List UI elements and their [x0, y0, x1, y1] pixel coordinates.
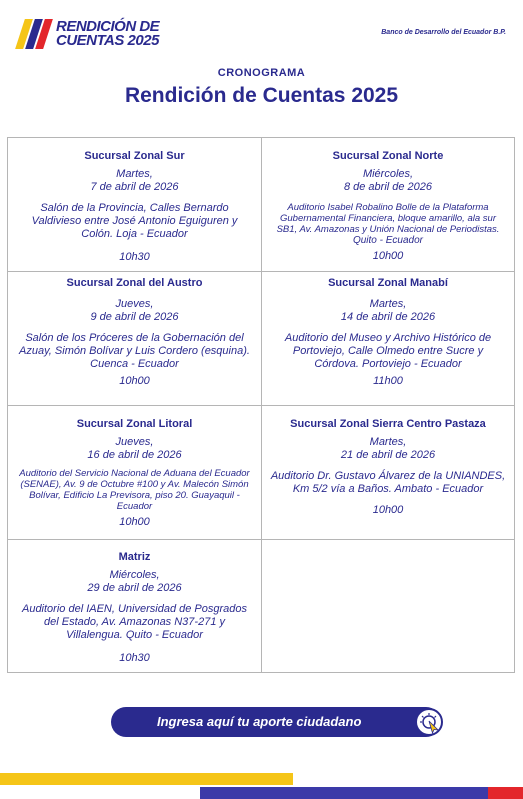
event-cell [8, 138, 262, 272]
event-name: Sucursal Zonal Litoral [76, 418, 193, 430]
event-name: Sucursal Zonal Sierra Centro Pastaza [290, 418, 486, 430]
rendicion-logo [16, 17, 159, 51]
event-place: Salón de los Próceres de la Gobernación del Azuay, Simón Bolívar y Luis Cordero (esquina). [19, 332, 250, 357]
header [0, 0, 523, 60]
event-time: 10h00 [119, 375, 150, 387]
schedule-table [7, 137, 515, 673]
event-place: Auditorio Isabel Robalino Bolle de la Plataforma Gubernamental Financiera, bloque amarillo, ala sur SB1, Av. Amazonas y Unión Nacional de Periodistas. [276, 202, 500, 235]
event-date: 29 de abril de 2026 [87, 582, 182, 594]
event-name: Sucursal Zonal del Austro [66, 277, 203, 289]
event-time: 10h00 [372, 250, 404, 262]
event-cell [8, 406, 262, 540]
event-day: Martes, [369, 436, 407, 448]
event-date: 7 de abril de 2026 [90, 181, 179, 193]
event-city: Cuenca - Ecuador [90, 358, 179, 370]
event-place: Auditorio del Servicio Nacional de Aduana del Ecuador (SENAE), Av. 9 de Octubre #100 y Av. Malecón Simón Bolívar, Edificio La Previsora, piso 20. Guayaquil - Ecuador [19, 468, 250, 512]
event-time: 11h00 [373, 375, 403, 387]
event-date: 14 de abril de 2026 [340, 311, 436, 323]
event-cell [8, 272, 262, 406]
footer-yellow-stripe [0, 773, 293, 785]
event-cell [262, 272, 514, 406]
event-day: Jueves, [115, 298, 154, 310]
click-pointer-icon [415, 708, 443, 736]
event-cell [8, 540, 262, 672]
event-day: Martes, [116, 168, 153, 180]
event-place: Auditorio Dr. Gustavo Álvarez de la UNIANDES, Km 5/2 vía a Baños. Ambato - Ecuador [270, 470, 506, 495]
event-place: Auditorio del IAEN, Universidad de Posgrados del Estado, Av. Amazonas N37-271 y Villalengua. Quito - Ecuador [21, 603, 247, 641]
citizen-input-button[interactable] [111, 707, 441, 737]
event-date: 8 de abril de 2026 [343, 181, 433, 193]
logo-line-2: CUENTAS 2025 [56, 32, 159, 49]
event-time: 10h30 [119, 251, 150, 263]
bank-name: Banco de Desarrollo del Ecuador B.P. [381, 29, 506, 36]
footer-blue-stripe [200, 787, 490, 799]
citizen-input-label: Ingresa aquí tu aporte ciudadano [157, 714, 362, 729]
event-day: Miércoles, [109, 569, 160, 581]
event-cell [262, 406, 514, 540]
page-title: Rendición de Cuentas 2025 [124, 84, 399, 107]
event-name: Matriz [118, 551, 151, 563]
flag-stripes-icon [16, 19, 54, 49]
event-place: Auditorio del Museo y Archivo Histórico de Portoviejo, Calle Olmedo entre Sucre y Córdova. Portoviejo - Ecuador [284, 332, 492, 370]
event-day: Miércoles, [362, 168, 414, 180]
event-name: Sucursal Zonal Sur [84, 150, 185, 162]
empty-cell [262, 540, 514, 672]
event-date: 9 de abril de 2026 [90, 311, 179, 323]
event-time: 10h30 [119, 652, 150, 664]
event-date: 16 de abril de 2026 [87, 449, 182, 461]
event-day: Jueves, [115, 436, 154, 448]
event-name: Sucursal Zonal Norte [332, 150, 444, 162]
event-place: Salón de la Provincia, Calles Bernardo Valdivieso entre José Antonio Eguiguren y Colón. Loja - Ecuador [31, 202, 238, 240]
event-name: Sucursal Zonal Manabí [328, 277, 448, 289]
page-subtitle: CRONOGRAMA [217, 67, 306, 79]
event-day: Martes, [369, 298, 407, 310]
footer-red-stripe [488, 787, 523, 799]
event-date: 21 de abril de 2026 [340, 449, 436, 461]
event-cell [262, 138, 514, 272]
event-time: 10h00 [372, 504, 404, 516]
logo-line-1: RENDICIÓN DE [56, 18, 160, 35]
event-city: Quito - Ecuador [352, 235, 424, 246]
event-time: 10h00 [119, 516, 150, 528]
